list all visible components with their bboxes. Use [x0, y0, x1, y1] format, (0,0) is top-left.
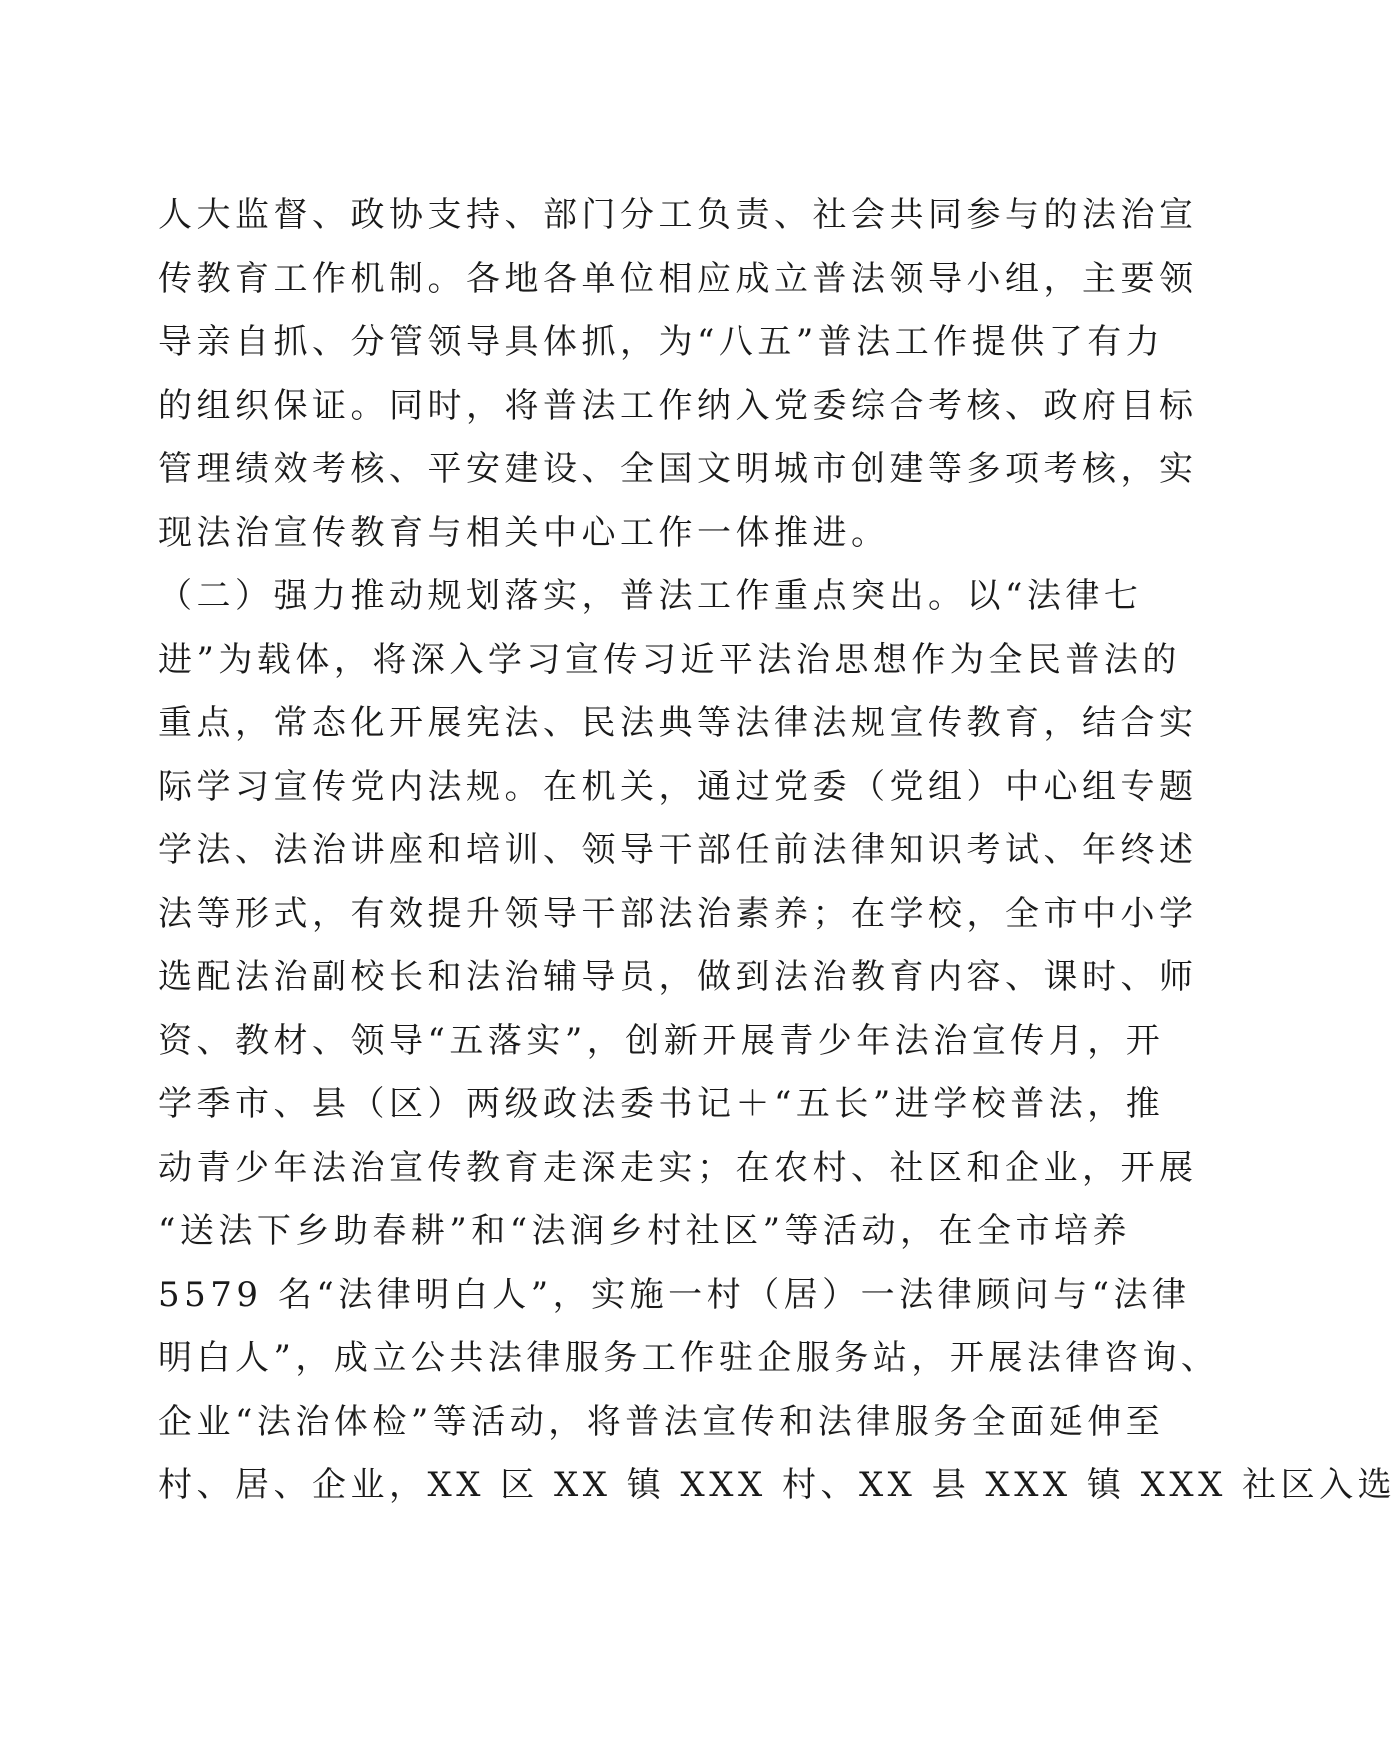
text-line: 学季市、县（区）两级政法委书记＋“五长”进学校普法，推 [158, 1084, 1165, 1124]
text-line: 际学习宣传党内法规。在机关，通过党委（党组）中心组专题 [158, 766, 1198, 807]
text-line: 导亲自抓、分管领导具体抓，为“八五”普法工作提供了有力 [158, 322, 1165, 362]
text-line: 资、教材、领导“五落实”，创新开展青少年法治宣传月，开 [158, 1020, 1165, 1061]
text-line: 进”为载体，将深入学习宣传习近平法治思想作为全民普法的 [158, 639, 1181, 680]
text-line: 学法、法治讲座和培训、领导干部任前法律知识考试、年终述 [158, 830, 1198, 870]
text-line: 重点，常态化开展宪法、民法典等法律法规宣传教育，结合实 [158, 703, 1198, 743]
text-line: 现法治宣传教育与相关中心工作一体推进。 [158, 512, 890, 553]
text-line: 5579 名“法律明白人”，实施一村（居）一法律顾问与“法律 [158, 1274, 1191, 1315]
text-line: 村、居、企业，XX 区 XX 镇 XXX 村、XX 县 XXX 镇 XXX 社区入选 [158, 1465, 1396, 1505]
text-line: 管理绩效考核、平安建设、全国文明城市创建等多项考核，实 [158, 449, 1198, 489]
text-line: 传教育工作机制。各地各单位相应成立普法领导小组，主要领 [158, 258, 1198, 299]
section-heading-line: （二）强力推动规划落实，普法工作重点突出。以“法律七 [158, 576, 1143, 616]
text-line: 选配法治副校长和法治辅导员，做到法治教育内容、课时、师 [158, 957, 1198, 997]
text-line: 动青少年法治宣传教育走深走实；在农村、社区和企业，开展 [158, 1147, 1198, 1188]
text-line: “送法下乡助春耕”和“法润乡村社区”等活动，在全市培养 [158, 1211, 1132, 1251]
body-text [158, 184, 1396, 1518]
text-line: 明白人”，成立公共法律服务工作驻企服务站，开展法律咨询、 [158, 1338, 1220, 1378]
text-line: 企业“法治体检”等活动，将普法宣传和法律服务全面延伸至 [158, 1401, 1165, 1442]
text-line: 人大监督、政协支持、部门分工负责、社会共同参与的法治宣 [158, 195, 1198, 235]
text-line: 的组织保证。同时，将普法工作纳入党委综合考核、政府目标 [158, 385, 1198, 426]
text-line: 法等形式，有效提升领导干部法治素养；在学校，全市中小学 [158, 893, 1198, 934]
